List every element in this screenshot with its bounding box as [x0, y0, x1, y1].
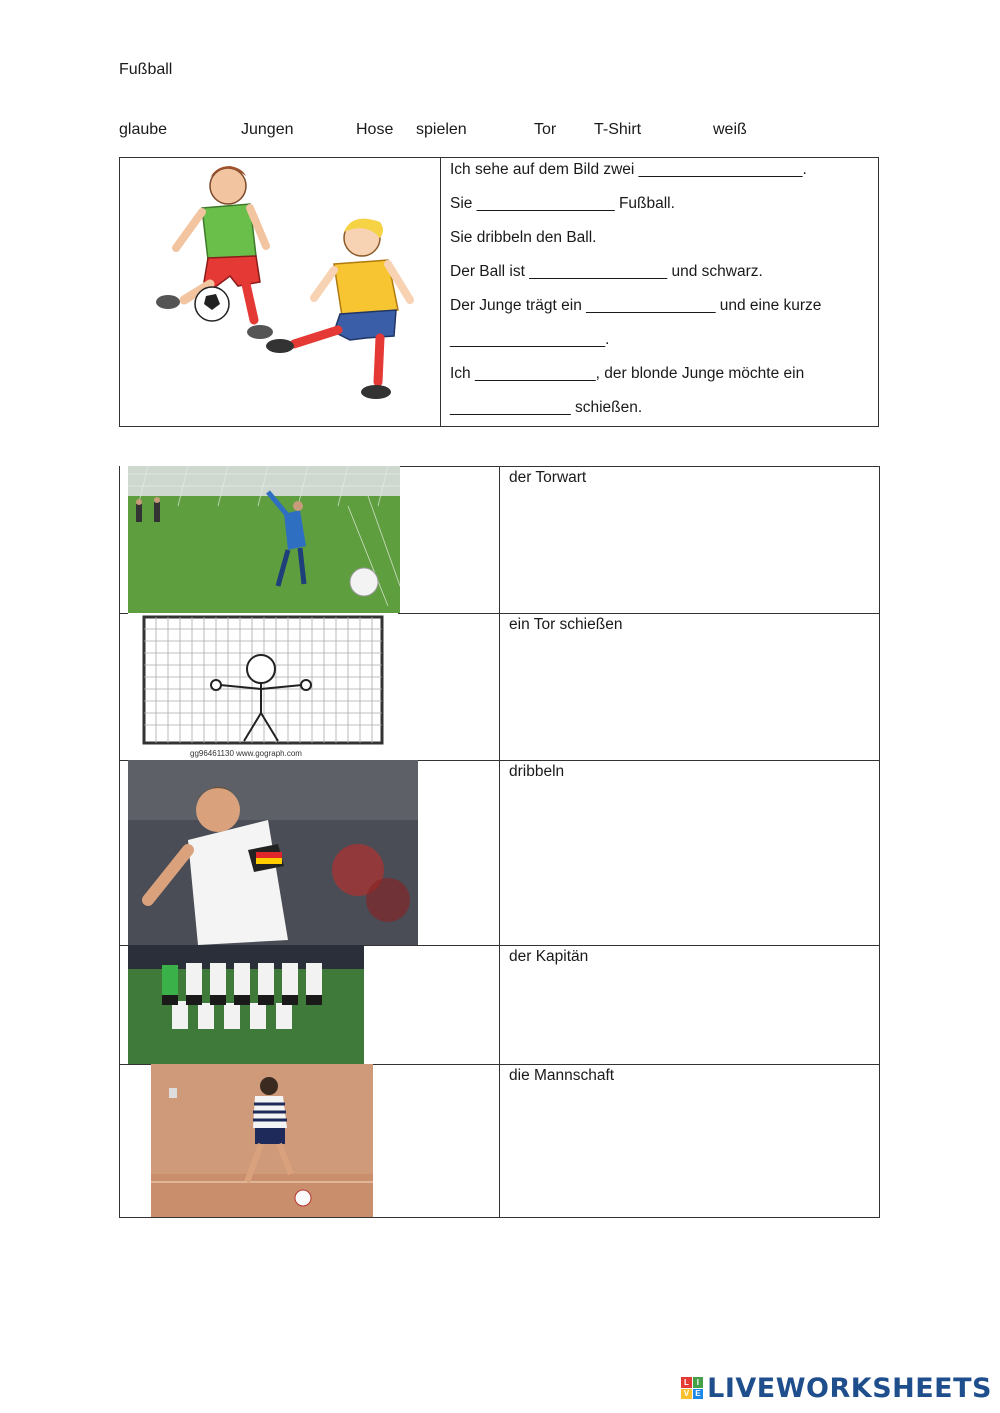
- team-photo: [128, 945, 364, 1064]
- sentence: Ich sehe auf dem Bild zwei ___________________.: [450, 161, 807, 178]
- table-border: [879, 466, 880, 1218]
- word-bank-item: T-Shirt: [594, 121, 642, 138]
- logo-letter: V: [681, 1389, 692, 1400]
- sentence: Der Junge trägt ein _______________ und eine kurze: [450, 297, 822, 314]
- vocab-term: der Kapitän: [509, 948, 589, 965]
- vocab-term: der Torwart: [509, 469, 587, 486]
- captain-photo: [128, 760, 418, 945]
- vocab-term: ein Tor schießen: [509, 616, 623, 633]
- dribbling-photo: [151, 1064, 373, 1217]
- logo-mark: [681, 1377, 703, 1399]
- goalkeeper-photo: [128, 466, 400, 613]
- vocabulary-table: [119, 466, 880, 1218]
- logo-letter: L: [681, 1377, 692, 1388]
- worksheet-title: Fußball: [119, 61, 173, 78]
- word-bank-item: glaube: [119, 121, 168, 138]
- sentence: __________________.: [450, 331, 610, 348]
- logo-letter: I: [693, 1377, 704, 1388]
- logo-letter: E: [693, 1389, 704, 1400]
- sentence: Ich ______________, der blonde Junge möchte ein: [450, 365, 805, 382]
- sentence: ______________ schießen.: [450, 399, 643, 416]
- goal-net-drawing: [128, 613, 398, 760]
- logo-text: LIVEWORKSHEETS: [707, 1372, 992, 1404]
- word-bank-item: spielen: [416, 121, 467, 138]
- liveworksheets-logo: [681, 1371, 992, 1405]
- word-bank-item: weiß: [713, 121, 747, 138]
- table-border: [499, 466, 500, 1218]
- vocab-term: dribbeln: [509, 763, 565, 780]
- table-border: [119, 466, 120, 1218]
- divider: [440, 158, 441, 426]
- word-bank-item: Tor: [534, 121, 557, 138]
- sentence: Sie ________________ Fußball.: [450, 195, 675, 212]
- sentence: Sie dribbeln den Ball.: [450, 229, 597, 246]
- vocab-term: die Mannschaft: [509, 1067, 615, 1084]
- table-border: [399, 466, 880, 467]
- boys-playing-football-illustration: [130, 160, 430, 422]
- row-divider: [119, 1217, 880, 1218]
- word-bank-item: Hose: [356, 121, 394, 138]
- sentence: Der Ball ist ________________ und schwarz.: [450, 263, 763, 280]
- gap-fill-box: [119, 157, 879, 427]
- word-bank-item: Jungen: [241, 121, 294, 138]
- drawing-caption: gg96461130 www.gograph.com: [190, 749, 302, 758]
